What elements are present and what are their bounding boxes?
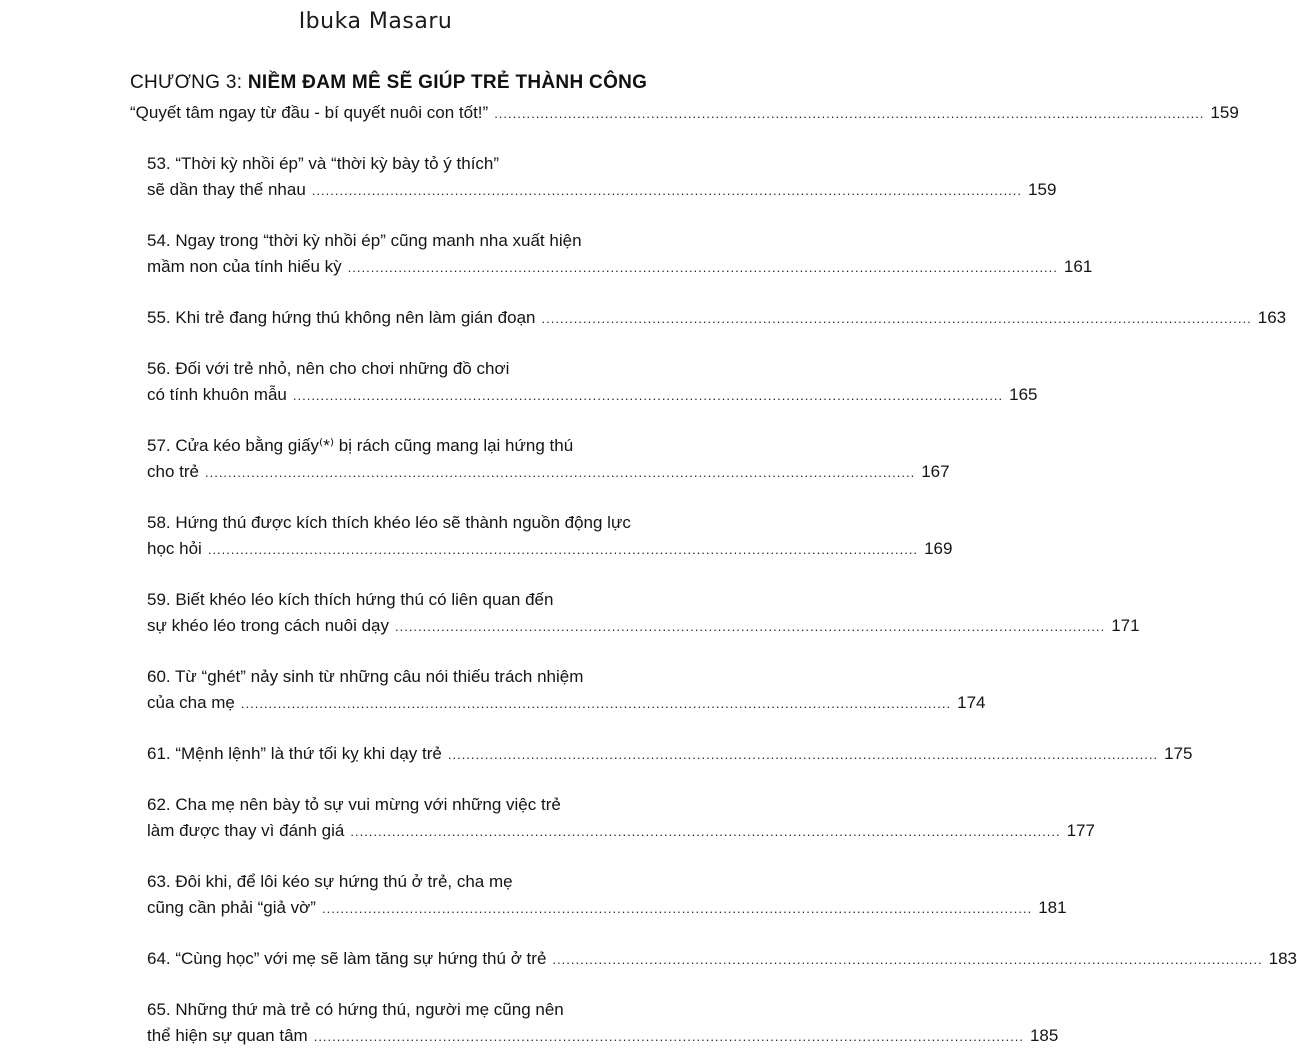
toc-entry-line-with-page xyxy=(147,305,1287,331)
toc-entry-line-with-page xyxy=(147,895,1067,921)
toc-entry-text: làm được thay vì đánh giá xyxy=(147,821,345,840)
toc-entry-line-with-page xyxy=(147,818,1095,844)
toc-entry-line xyxy=(147,587,623,613)
toc-entry-text: mầm non của tính hiếu kỳ xyxy=(147,257,342,276)
dot-leader xyxy=(494,101,1204,127)
toc-page-number: 183 xyxy=(1268,949,1297,968)
toc-page-number: 174 xyxy=(957,693,986,712)
toc-entry-text: của cha mẹ xyxy=(147,693,235,712)
toc-entry-text: 65. Những thứ mà trẻ có hứng thú, người mẹ cũng nên xyxy=(147,1000,564,1019)
toc-entry-text: thể hiện sự quan tâm xyxy=(147,1026,308,1045)
dot-leader xyxy=(542,306,1252,332)
toc-entry-text: 58. Hứng thú được kích thích khéo léo sẽ thành nguồn động lực xyxy=(147,513,631,532)
toc-entry-line xyxy=(147,228,623,254)
toc-entry-text: 57. Cửa kéo bằng giấy⁽*⁾ bị rách cũng mang lại hứng thú xyxy=(147,436,574,455)
toc-page-number: 171 xyxy=(1111,616,1140,635)
toc-entry-text: 53. “Thời kỳ nhồi ép” và “thời kỳ bày tỏ ý thích” xyxy=(147,154,500,173)
dot-leader xyxy=(314,1024,1024,1050)
toc-entry-text: 62. Cha mẹ nên bày tỏ sự vui mừng với những việc trẻ xyxy=(147,795,561,814)
dot-leader xyxy=(205,460,915,486)
toc-entry-text: 63. Đôi khi, để lôi kéo sự hứng thú ở trẻ, cha mẹ xyxy=(147,872,513,891)
toc-entry-text: sự khéo léo trong cách nuôi dạy xyxy=(147,616,389,635)
toc-page-number: 167 xyxy=(921,462,950,481)
toc-page-number: 169 xyxy=(924,539,953,558)
toc-page-number: 165 xyxy=(1009,385,1038,404)
toc-entry-line-with-page xyxy=(130,100,1239,126)
chapter-number: CHƯƠNG 3: xyxy=(130,72,243,93)
toc-entry-line xyxy=(147,664,623,690)
toc-page-number: 185 xyxy=(1029,1026,1059,1045)
toc-entry-text: cũng cần phải “giả vờ” xyxy=(147,898,316,917)
toc-entry-line xyxy=(147,869,623,895)
toc-entry-line xyxy=(147,997,623,1023)
dot-leader xyxy=(241,691,951,717)
dot-leader xyxy=(350,819,1060,845)
toc-entry-line-with-page xyxy=(147,536,953,562)
dot-leader xyxy=(448,742,1158,768)
running-head-author: Ibuka Masaru xyxy=(298,9,453,34)
toc-page-number: 161 xyxy=(1063,257,1093,276)
toc-page-number: 177 xyxy=(1066,821,1095,840)
toc-page-number: 163 xyxy=(1257,308,1287,327)
toc-entry-line-with-page xyxy=(147,946,1297,972)
toc-entry-text: “Quyết tâm ngay từ đầu - bí quyết nuôi con tốt!” xyxy=(130,103,489,122)
toc-entry-text: 61. “Mệnh lệnh” là thứ tối kỵ khi dạy trẻ xyxy=(147,744,442,763)
toc-entry-text: 54. Ngay trong “thời kỳ nhồi ép” cũng manh nha xuất hiện xyxy=(147,231,582,250)
toc-entry-line xyxy=(147,433,623,459)
toc-entry-line-with-page xyxy=(147,741,1193,767)
toc-entry-text: 56. Đối với trẻ nhỏ, nên cho chơi những đồ chơi xyxy=(147,359,510,378)
toc-entry-line xyxy=(147,510,631,536)
toc-entry-text: 59. Biết khéo léo kích thích hứng thú có liên quan đến xyxy=(147,590,554,609)
toc-entry-line-with-page xyxy=(147,690,986,716)
dot-leader xyxy=(552,947,1262,973)
toc-entry-line-with-page xyxy=(147,1023,1059,1049)
toc-page-number: 159 xyxy=(1028,180,1057,199)
toc-entry-text: cho trẻ xyxy=(147,462,199,481)
chapter-title: NIỀM ĐAM MÊ SẼ GIÚP TRẺ THÀNH CÔNG xyxy=(247,72,648,93)
toc-entry-text: 64. “Cùng học” với mẹ sẽ làm tăng sự hứng thú ở trẻ xyxy=(147,949,547,968)
toc-entry-line xyxy=(147,151,623,177)
toc-entry-line-with-page xyxy=(147,382,1038,408)
toc-entry-text: 60. Từ “ghét” nảy sinh từ những câu nói thiếu trách nhiệm xyxy=(147,667,584,686)
toc-entry-line-with-page xyxy=(147,177,1057,203)
toc-entry-text: 55. Khi trẻ đang hứng thú không nên làm gián đoạn xyxy=(147,308,536,327)
toc-entry-line-with-page xyxy=(147,254,1093,280)
toc-page-number: 175 xyxy=(1164,744,1193,763)
dot-leader xyxy=(208,537,918,563)
toc-page-number: 181 xyxy=(1038,898,1067,917)
toc-entry-line xyxy=(147,792,623,818)
toc-entry-line xyxy=(147,356,623,382)
dot-leader xyxy=(312,178,1022,204)
dot-leader xyxy=(293,383,1003,409)
toc-entry-text: sẽ dần thay thế nhau xyxy=(147,180,306,199)
dot-leader xyxy=(395,614,1105,640)
toc-entry-text: có tính khuôn mẫu xyxy=(147,385,287,404)
dot-leader xyxy=(348,255,1058,281)
toc-entry-text: học hỏi xyxy=(147,539,202,558)
toc-page-number: 159 xyxy=(1210,103,1239,122)
toc-entry-line-with-page xyxy=(147,459,950,485)
dot-leader xyxy=(322,896,1032,922)
toc-entry-line-with-page xyxy=(147,613,1140,639)
